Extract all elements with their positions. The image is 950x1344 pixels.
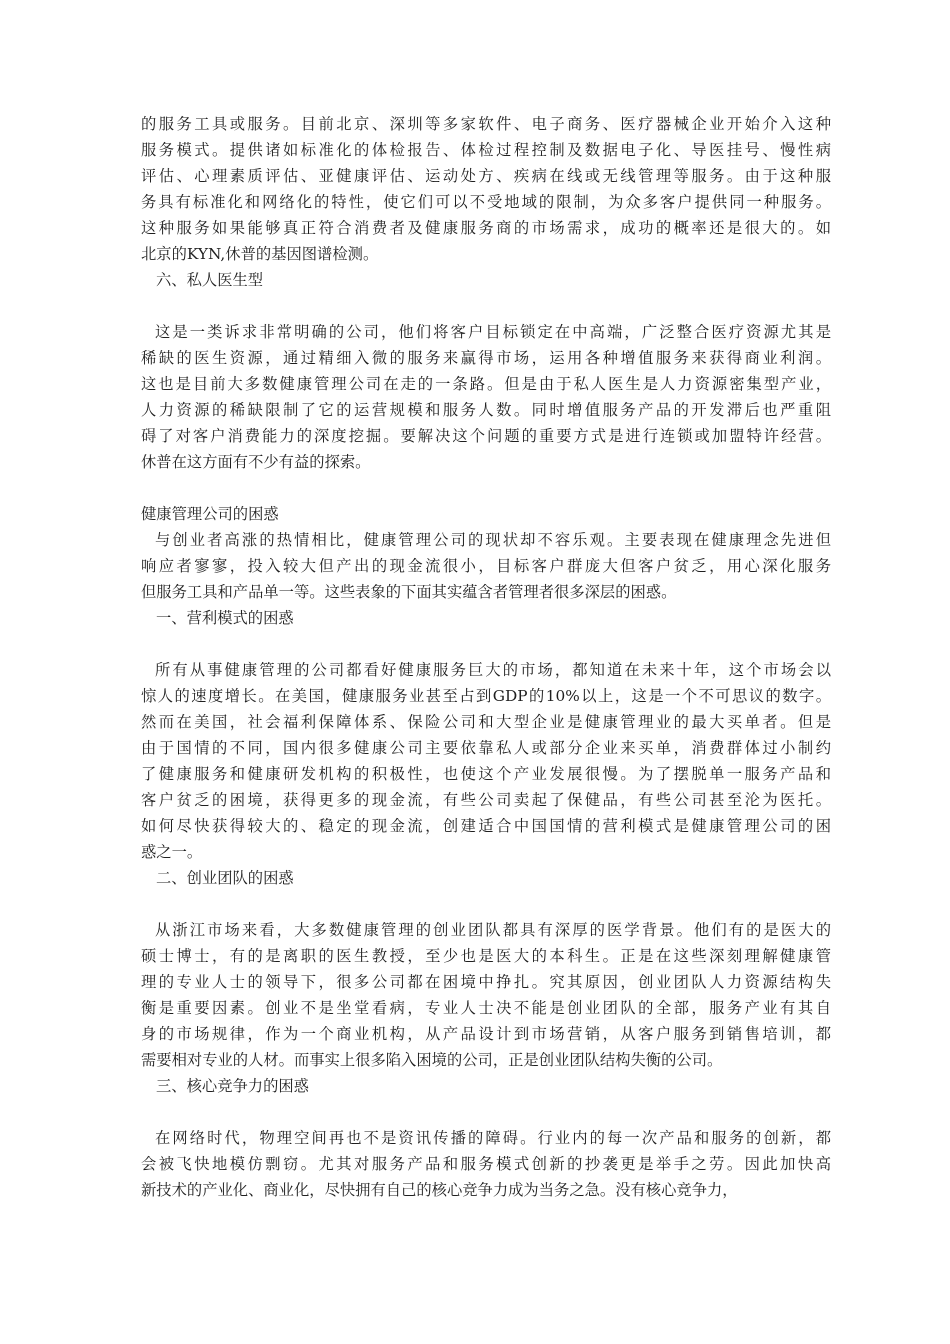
text-line: 理的专业人士的领导下，很多公司都在困境中挣扎。究其原因，创业团队人力资源结构失 — [141, 973, 831, 991]
blank-line — [141, 1099, 831, 1125]
text-line: 新技术的产业化、商业化，尽快拥有自己的核心竞争力成为当务之急。没有核心竞争力， — [141, 1181, 738, 1199]
text-line: 衡是重要因素。创业不是坐堂看病，专业人士决不能是创业团队的全部，服务产业有其自 — [141, 999, 831, 1017]
text-line: 评估、心理素质评估、亚健康评估、运动处方、疾病在线或无线管理等服务。由于这种服 — [141, 167, 831, 185]
section-heading: 六、私人医生型 — [156, 271, 264, 289]
text-line: 硕士博士，有的是离职的医生教授，至少也是医大的本科生。正是在这些深刻理解健康管 — [141, 947, 831, 965]
section-title: 健康管理公司的困惑 — [141, 505, 279, 523]
paragraph — [141, 657, 831, 865]
paragraph — [141, 1125, 831, 1203]
text-line: 这种服务如果能够真正符合消费者及健康服务商的市场需求，成功的概率还是很大的。如 — [141, 219, 831, 237]
text-line: 休普在这方面有不少有益的探索。 — [141, 453, 371, 471]
text-line: 但服务工具和产品单一等。这些表象的下面其实蕴含者管理者很多深层的困惑。 — [141, 583, 677, 601]
text-line: 响应者寥寥，投入较大但产出的现金流很小，目标客户群庞大但客户贫乏，用心深化服务 — [141, 557, 831, 575]
text-line: 这是一类诉求非常明确的公司，他们将客户目标锁定在中高端，广泛整合医疗资源尤其是 — [155, 323, 831, 341]
paragraph — [141, 527, 831, 605]
paragraph — [141, 319, 831, 475]
text-line: 需要相对专业的人材。而事实上很多陷入困境的公司，正是创业团队结构失衡的公司。 — [141, 1051, 723, 1069]
text-line: 所有从事健康管理的公司都看好健康服务巨大的市场，都知道在未来十年，这个市场会以 — [155, 661, 831, 679]
text-line: 的服务工具或服务。目前北京、深圳等多家软件、电子商务、医疗器械企业开始介入这种 — [141, 115, 831, 133]
text-line: 务具有标准化和网络化的特性，使它们可以不受地域的限制，为众多客户提供同一种服务。 — [141, 193, 831, 211]
document-page — [141, 111, 831, 1203]
text-line: 惑之一。 — [141, 843, 203, 861]
section-heading: 二、创业团队的困惑 — [156, 869, 294, 887]
text-line: 北京的KYN,休普的基因图谱检测。 — [141, 245, 379, 263]
blank-line — [141, 631, 831, 657]
text-line: 这也是目前大多数健康管理公司在走的一条路。但是由于私人医生是人力资源密集型产业， — [141, 375, 831, 393]
blank-line — [141, 891, 831, 917]
section-heading: 一、营利模式的困惑 — [156, 609, 294, 627]
text-line: 人力资源的稀缺限制了它的运营规模和服务人数。同时增值服务产品的开发滞后也严重阻 — [141, 401, 831, 419]
section-heading: 三、核心竞争力的困惑 — [156, 1077, 309, 1095]
blank-line — [141, 475, 831, 501]
text-line: 了健康服务和健康研发机构的积极性，也使这个产业发展很慢。为了摆脱单一服务产品和 — [141, 765, 831, 783]
text-line: 碍了对客户消费能力的深度挖掘。要解决这个问题的重要方式是进行连锁或加盟特许经营。 — [141, 427, 831, 445]
text-line: 会被飞快地模仿剽窃。尤其对服务产品和服务模式创新的抄袭更是举手之劳。因此加快高 — [141, 1155, 831, 1173]
text-line: 如何尽快获得较大的、稳定的现金流，创建适合中国国情的营利模式是健康管理公司的困 — [141, 817, 831, 835]
text-line: 在网络时代，物理空间再也不是资讯传播的障碍。行业内的每一次产品和服务的创新，都 — [155, 1129, 831, 1147]
blank-line — [141, 293, 831, 319]
text-line: 从浙江市场来看，大多数健康管理的创业团队都具有深厚的医学背景。他们有的是医大的 — [155, 921, 831, 939]
text-line: 身的市场规律，作为一个商业机构，从产品设计到市场营销，从客户服务到销售培训，都 — [141, 1025, 831, 1043]
text-line: 与创业者高涨的热情相比，健康管理公司的现状却不容乐观。主要表现在健康理念先进但 — [155, 531, 831, 549]
text-line: 服务模式。提供诸如标准化的体检报告、体检过程控制及数据电子化、导医挂号、慢性病 — [141, 141, 831, 159]
text-line: 然而在美国，社会福利保障体系、保险公司和大型企业是健康管理业的最大买单者。但是 — [141, 713, 831, 731]
paragraph — [141, 111, 831, 267]
text-line: 稀缺的医生资源，通过精细入微的服务来赢得市场，运用各种增值服务来获得商业利润。 — [141, 349, 831, 367]
paragraph — [141, 917, 831, 1073]
text-line: 惊人的速度增长。在美国，健康服务业甚至占到GDP的10%以上，这是一个不可思议的数字。 — [141, 687, 831, 705]
text-line: 客户贫乏的困境，获得更多的现金流，有些公司卖起了保健品，有些公司甚至沦为医托。 — [141, 791, 831, 809]
text-line: 由于国情的不同，国内很多健康公司主要依靠私人或部分企业来买单，消费群体过小制约 — [141, 739, 831, 757]
